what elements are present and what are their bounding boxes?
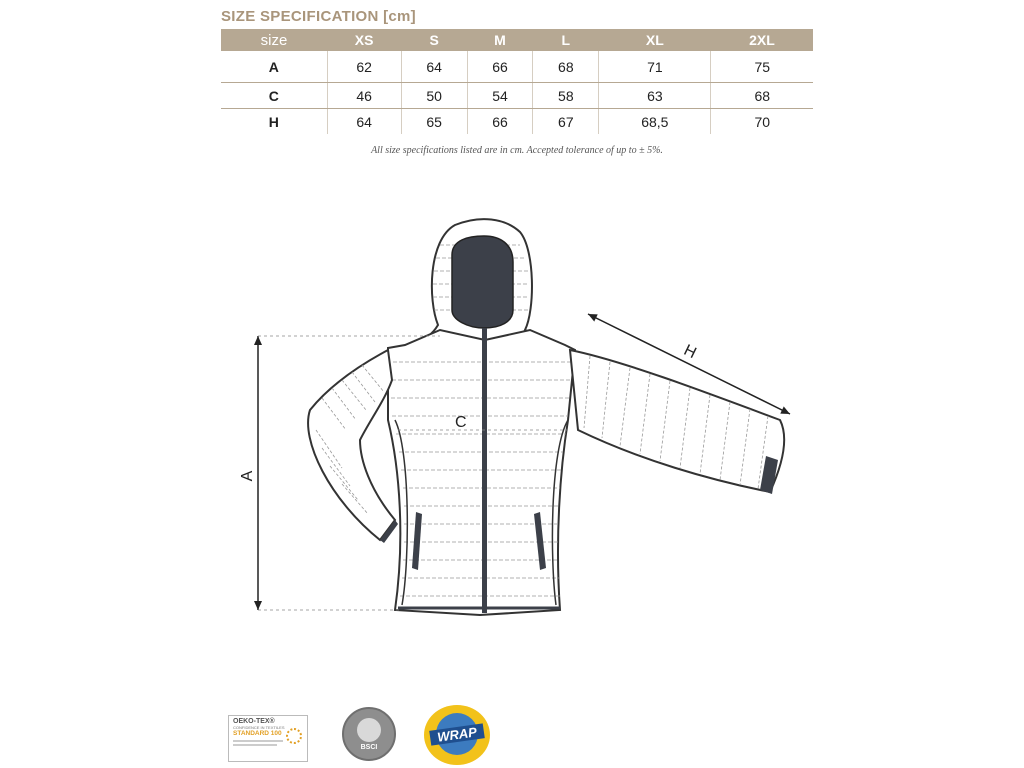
table-cell: 58 <box>533 83 599 109</box>
table-cell: 68,5 <box>599 109 711 135</box>
column-header: XS <box>327 29 401 51</box>
table-cell: 66 <box>467 51 533 83</box>
bsci-badge <box>342 707 396 761</box>
table-cell: 66 <box>467 109 533 135</box>
table-cell: 65 <box>401 109 467 135</box>
table-cell: 75 <box>711 51 813 83</box>
column-header: M <box>467 29 533 51</box>
left-sleeve-outline <box>308 350 395 540</box>
table-cell: 64 <box>401 51 467 83</box>
table-cell: 46 <box>327 83 401 109</box>
table-cell: 62 <box>327 51 401 83</box>
dimension-c-label: C <box>455 414 467 431</box>
column-header: 2XL <box>711 29 813 51</box>
row-label: H <box>268 113 279 130</box>
table-cell: 50 <box>401 83 467 109</box>
table-cell: 71 <box>599 51 711 83</box>
bsci-label: BSCI <box>360 744 378 751</box>
column-header: XL <box>599 29 711 51</box>
row-label: C <box>221 83 327 109</box>
column-header: L <box>533 29 599 51</box>
table-cell: 67 <box>533 109 599 135</box>
wrap-label: WRAP <box>429 723 485 745</box>
table-cell: 70 <box>711 109 813 135</box>
oeko-tex-standard: STANDARD 100 <box>233 730 282 737</box>
table-cell: 68 <box>711 83 813 109</box>
zipper <box>482 328 487 613</box>
jacket-body-outline <box>388 330 575 615</box>
oeko-tex-title: OEKO-TEX® <box>233 718 275 725</box>
dimension-a-label: A <box>239 470 256 482</box>
hood-lining <box>452 236 513 328</box>
oeko-tex-fineprint <box>233 740 283 742</box>
page-title: SIZE SPECIFICATION [cm] <box>221 8 416 25</box>
oeko-tex-badge <box>228 715 308 762</box>
table-cell: 64 <box>327 109 401 135</box>
wrap-badge <box>424 705 490 765</box>
oeko-tex-flower-icon <box>286 728 302 744</box>
bsci-globe-icon <box>357 718 381 742</box>
column-header: size <box>221 29 327 51</box>
table-cell: 63 <box>599 83 711 109</box>
column-header: S <box>401 29 467 51</box>
table-cell: 68 <box>533 51 599 83</box>
table-cell: 54 <box>467 83 533 109</box>
oeko-tex-subtitle: CONFIDENCE IN TEXTILES <box>233 725 285 730</box>
right-sleeve-outline <box>570 350 784 492</box>
dimension-h-label: H <box>681 341 699 363</box>
tolerance-note: All size specifications listed are in cm. Accepted tolerance of up to ± 5%. <box>371 145 663 156</box>
row-label: A <box>221 51 327 83</box>
